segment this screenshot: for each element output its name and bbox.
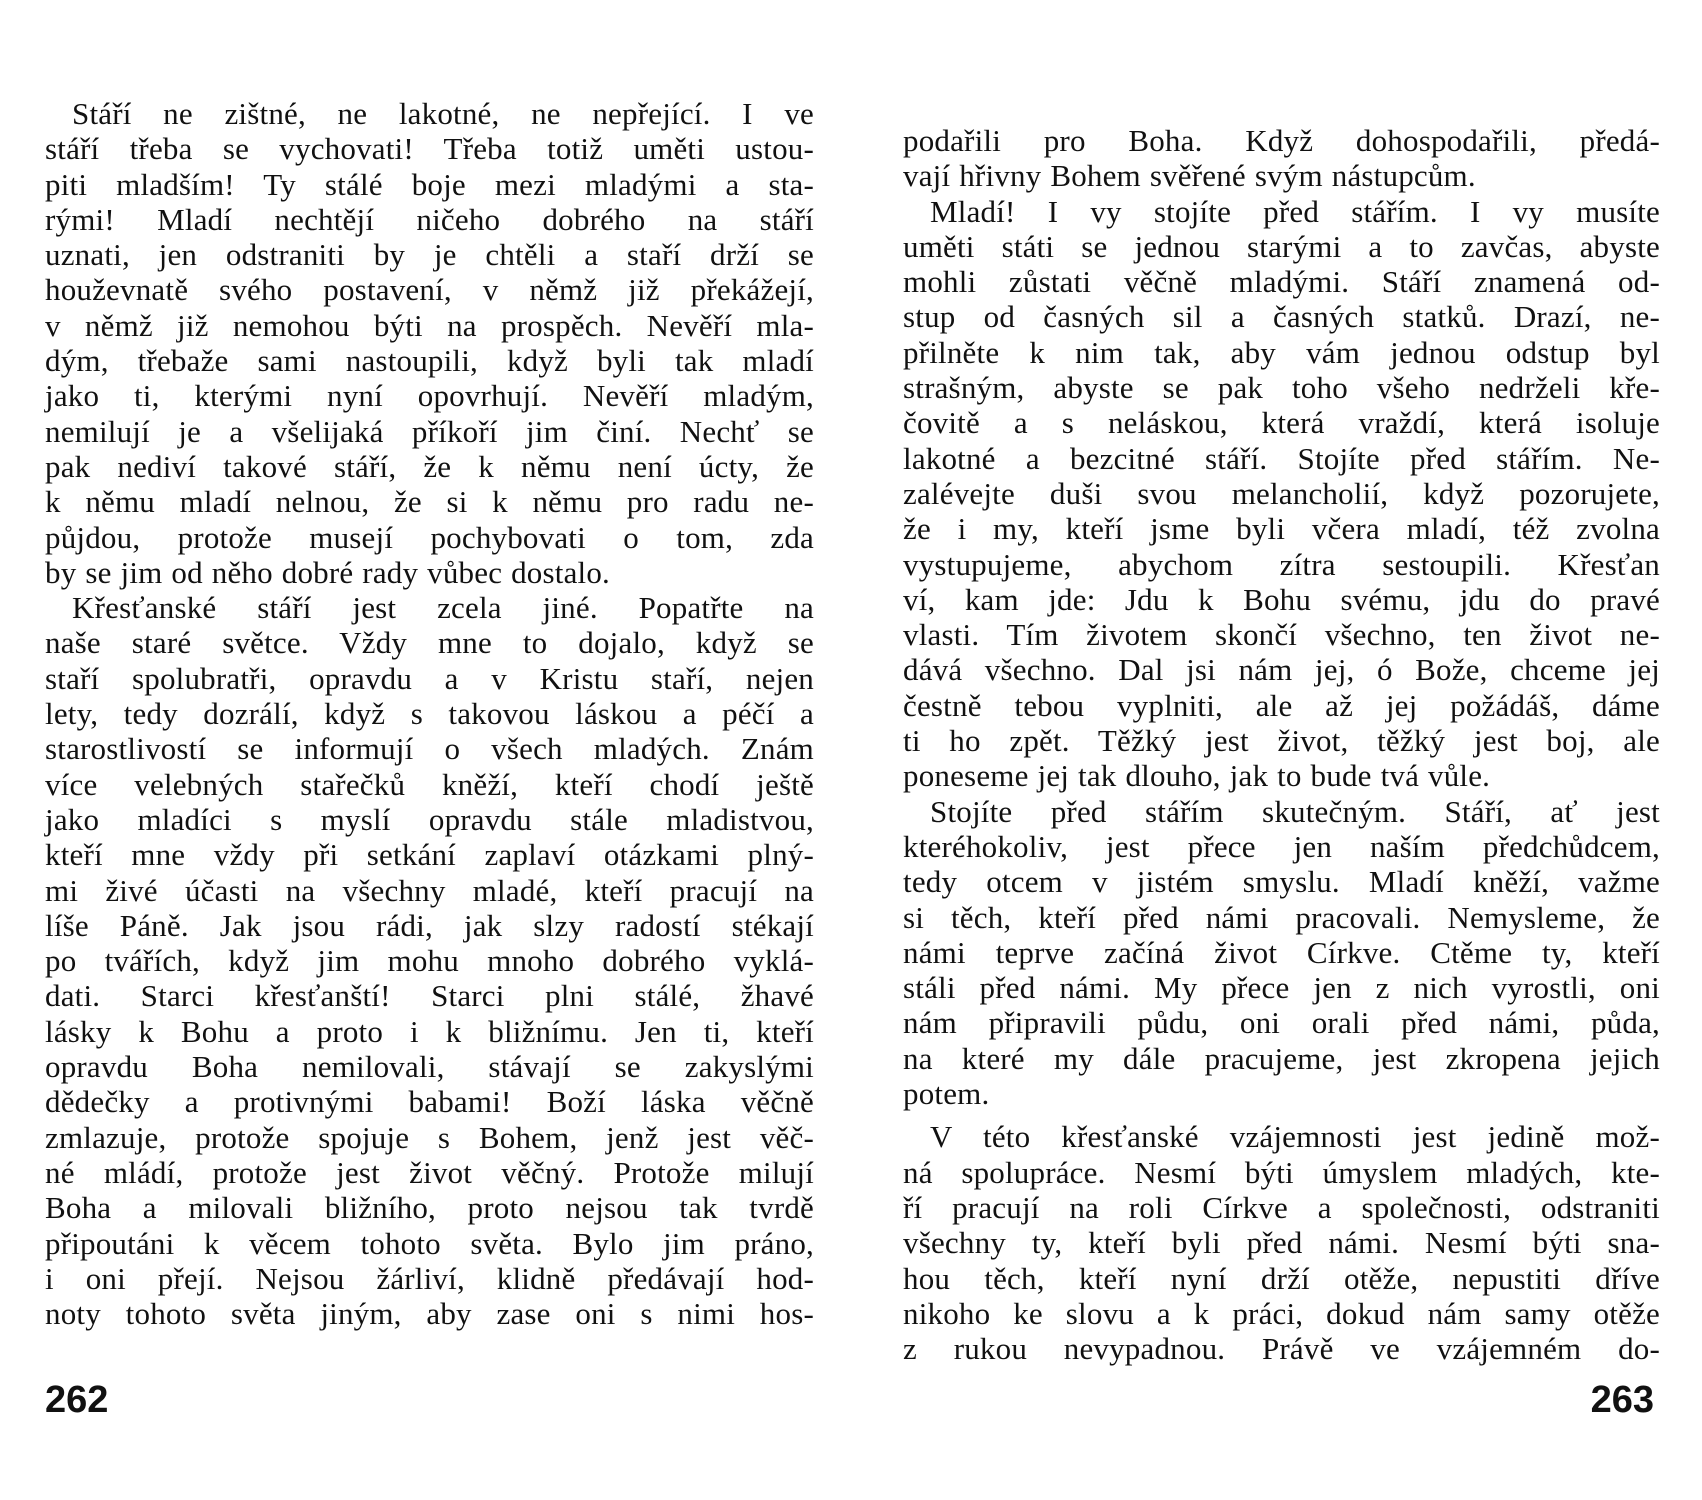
text-line: starostlivostí se informují o všech mladých. Znám [45, 731, 814, 767]
text-line: ti ho zpět. Těžký jest život, těžký jest boj, ale [903, 723, 1660, 759]
text-line: zalévejte duši svou melancholií, když pozorujete, [903, 475, 1660, 511]
text-line: Křesťanské stáří jest zcela jiné. Popatřte na [72, 590, 814, 626]
text-line: staří spolubratři, opravdu a v Kristu staří, nejen [45, 660, 814, 696]
text-line: strašným, abyste se pak toho všeho nedrželi kře- [903, 370, 1660, 406]
text-line: uměti státi se jednou starými a to zavčas, abyste [903, 228, 1660, 264]
text-line: lásky k Bohu a proto i k bližnímu. Jen ti, kteří [45, 1013, 814, 1049]
paragraph-gap [903, 1111, 1660, 1119]
text-line: rými! Mladí nechtějí ničeho dobrého na stáří [45, 201, 814, 237]
text-line: podařili pro Boha. Když dohospodařili, předá- [903, 123, 1660, 158]
right-page [851, 0, 1702, 1500]
text-line: půjdou, protože musejí pochybovati o tom, zda [45, 519, 814, 555]
text-line: připoutáni k věcem tohoto světa. Bylo jim práno, [45, 1225, 814, 1261]
text-line: ví, kam jde: Jdu k Bohu svému, jdu do pravé [903, 581, 1660, 617]
text-line: stáří třeba se vychovati! Třeba totiž uměti ustou- [45, 131, 814, 167]
text-line: pak nediví takové stáří, že k němu není úcty, že [45, 448, 814, 484]
text-line: hou těch, kteří nyní drží otěže, nepustiti dříve [903, 1260, 1660, 1296]
text-line: piti mladším! Ty stálé boje mezi mladými a sta- [45, 166, 814, 202]
text-line: V této křesťanské vzájemnosti jest jedině mož- [930, 1119, 1660, 1155]
page-number-left: 262 [45, 1379, 109, 1421]
text-line: kteréhokoliv, jest přece jen naším předchůdcem, [903, 828, 1660, 864]
text-line: více velebných stařečků kněží, kteří chodí ještě [45, 766, 814, 802]
text-line: opravdu Boha nemilovali, stávají se zakyslými [45, 1049, 814, 1085]
text-line: jako mladíci s myslí opravdu stále mladistvou, [45, 801, 814, 837]
text-line: poneseme jej tak dlouho, jak to bude tvá vůle. [903, 758, 1491, 794]
text-line: mohli zůstati věčně mladými. Stáří znamená od- [903, 264, 1660, 300]
text-line: k němu mladí nelnou, že si k němu pro radu ne- [45, 484, 814, 520]
text-line: dati. Starci křesťanští! Starci plni stálé, žhavé [45, 978, 814, 1014]
text-line: vlasti. Tím životem skončí všechno, ten život ne- [903, 617, 1660, 653]
text-line: v němž již nemohou býti na prospěch. Nevěří mla- [45, 307, 814, 343]
text-line: stáli před námi. My přece jen z nich vyrostli, oni [903, 970, 1660, 1006]
text-line: tedy otcem v jistém smyslu. Mladí kněží, važme [903, 864, 1660, 900]
text-line: noty tohoto světa jiným, aby zase oni s nimi hos- [45, 1296, 814, 1332]
text-line: Boha a milovali bližního, proto nejsou tak tvrdě [45, 1190, 814, 1226]
text-line: ná spolupráce. Nesmí býti úmyslem mladých, kte- [903, 1154, 1660, 1190]
text-line: potem. [903, 1076, 990, 1112]
left-page-text [45, 96, 814, 1331]
text-line: zmlazuje, protože spojuje s Bohem, jenž jest věč- [45, 1119, 814, 1155]
text-line: naše staré světce. Vždy mne to dojalo, když se [45, 625, 814, 661]
text-line: nikoho ke slovu a k práci, dokud nám samy otěže [903, 1295, 1660, 1331]
text-line: z rukou nevypadnou. Právě ve vzájemném do- [903, 1331, 1660, 1367]
text-line: kteří mne vždy při setkání zaplaví otázkami plný- [45, 837, 814, 873]
text-line: po tvářích, když jim mohu mnoho dobrého vyklá- [45, 943, 814, 979]
right-page-text [903, 123, 1660, 1366]
text-line: že i my, kteří jsme byli včera mladí, též zvolna [903, 511, 1660, 547]
text-line: i oni přejí. Nejsou žárliví, klidně předávají hod- [45, 1260, 814, 1296]
text-line: Mladí! I vy stojíte před stářím. I vy musíte [930, 193, 1660, 229]
text-line: né mládí, protože jest život věčný. Protože milují [45, 1154, 814, 1190]
page-number-right: 263 [1590, 1379, 1654, 1421]
text-line: dává všechno. Dal jsi nám jej, ó Bože, chceme jej [903, 652, 1660, 688]
text-line: Stojíte před stářím skutečným. Stáří, ať jest [930, 793, 1660, 829]
text-line: dědečky a protivnými babami! Boží láska věčně [45, 1084, 814, 1120]
text-line: jako ti, kterými nyní opovrhují. Nevěří mladým, [45, 378, 814, 414]
text-line: nemilují je a všelijaká příkoří jim činí. Nechť se [45, 413, 814, 449]
text-line: přilněte k nim tak, aby vám jednou odstup byl [903, 334, 1660, 370]
text-line: uznati, jen odstraniti by je chtěli a staří drží se [45, 237, 814, 273]
text-line: vystupujeme, abychom zítra sestoupili. Křesťan [903, 546, 1660, 582]
text-line: houževnatě svého postavení, v němž již překážejí, [45, 272, 814, 308]
text-line: čovitě a s neláskou, která vraždí, která isoluje [903, 405, 1660, 441]
text-line: vají hřivny Bohem svěřené svým nástupcům. [903, 158, 1476, 194]
text-line: čestně tebou vyplniti, ale až jej požádáš, dáme [903, 687, 1660, 723]
text-line: mi živé účasti na všechny mladé, kteří pracují na [45, 872, 814, 908]
text-line: dým, třebaže sami nastoupili, když byli tak mladí [45, 343, 814, 379]
text-line: všechny ty, kteří byli před námi. Nesmí býti sna- [903, 1225, 1660, 1261]
text-line: nám připravili půdu, oni orali před námi, půda, [903, 1005, 1660, 1041]
text-line: na které my dále pracujeme, jest zkropena jejich [903, 1040, 1660, 1076]
text-line: lety, tedy dozrálí, když s takovou láskou a péčí a [45, 696, 814, 732]
text-line: by se jim od něho dobré rady vůbec dostalo. [45, 554, 611, 590]
text-line: námi teprve začíná život Církve. Ctěme ty, kteří [903, 934, 1660, 970]
text-line: Stáří ne zištné, ne lakotné, ne nepřející. I ve [72, 96, 814, 131]
text-line: lakotné a bezcitné stáří. Stojíte před stářím. Ne- [903, 440, 1660, 476]
text-line: si těch, kteří před námi pracovali. Nemysleme, že [903, 899, 1660, 935]
text-line: líše Páně. Jak jsou rádi, jak slzy radostí stékají [45, 907, 814, 943]
text-line: ří pracují na roli Církve a společnosti, odstraniti [903, 1189, 1660, 1225]
text-line: stup od časných sil a časných statků. Drazí, ne- [903, 299, 1660, 335]
